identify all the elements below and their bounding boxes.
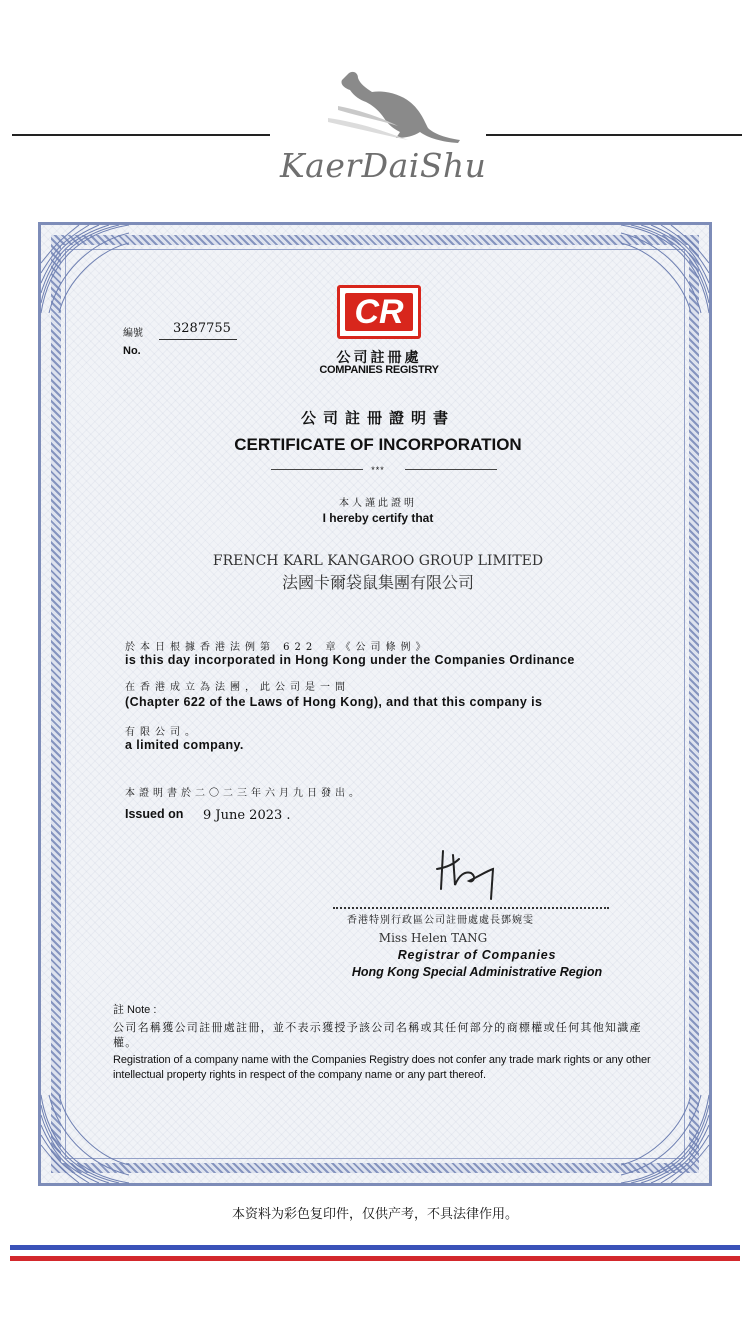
companies-registry-logo (337, 285, 421, 339)
header-rule-left (12, 134, 270, 136)
kangaroo-icon (308, 66, 468, 146)
note-text-zh: 公司名稱獲公司註冊處註冊，並不表示獲授予該公司名稱或其任何部分的商標權或任何其他知識產權。 (113, 1021, 642, 1049)
corner-ornament-icon (619, 223, 711, 315)
brand-wordmark: KaerDaiShu (280, 146, 487, 185)
registry-name-zh: 公司註冊處 (336, 349, 422, 365)
note-label: 註 Note : (113, 1004, 157, 1016)
body-line-2-en: (Chapter 622 of the Laws of Hong Kong), and that this company is (125, 695, 543, 709)
number-underline (159, 339, 237, 340)
body-line-2-zh: 在香港成立為法團，此公司是一間 (125, 682, 350, 693)
body-line-1-zh: 於本日根據香港法例第 622 章《公司條例》 (125, 642, 431, 653)
company-name-zh: 法國卡爾袋鼠集團有限公司 (281, 573, 474, 592)
certify-text-zh: 本人謹此證明 (339, 498, 417, 509)
certify-text-en: I hereby certify that (322, 511, 434, 525)
issued-label: Issued on (125, 807, 184, 821)
body-line-3-zh: 有限公司。 (125, 727, 200, 738)
registrar-title-en: Registrar of Companies (397, 948, 557, 962)
title-divider-stars: *** (371, 465, 385, 475)
registrar-title-zh: 香港特別行政區公司註冊處處長鄧婉雯 (347, 915, 534, 926)
footer-stripe-blue (10, 1245, 740, 1250)
body-line-1-en: is this day incorporated in Hong Kong under the Companies Ordinance (125, 653, 575, 667)
signature-line (333, 907, 609, 909)
number-label-en: No. (123, 345, 141, 357)
number-label-zh: 編號 (123, 328, 143, 339)
registry-name-en: COMPANIES REGISTRY (319, 364, 439, 376)
registrar-region: Hong Kong Special Administrative Region (351, 965, 603, 979)
corner-ornament-icon (39, 1093, 131, 1185)
corner-ornament-icon (619, 1093, 711, 1185)
issued-date: 9 June 2023 . (203, 808, 291, 823)
registrar-signature (429, 845, 509, 905)
header-rule-right (486, 134, 742, 136)
footer-stripe-red (10, 1256, 740, 1261)
certificate-number: 3287755 (173, 321, 231, 336)
corner-ornament-icon (39, 223, 131, 315)
copy-disclaimer: 本资料为彩色复印件，仅供产考，不具法律作用。 (231, 1206, 518, 1221)
certificate-title-en: CERTIFICATE OF INCORPORATION (234, 435, 522, 454)
registrar-name: Miss Helen TANG (378, 931, 488, 945)
registry-logo-letters: CR (345, 293, 413, 331)
certificate-title-zh: 公司註冊證明書 (300, 410, 455, 427)
certificate-of-incorporation (38, 222, 712, 1186)
brand-logo (280, 66, 487, 186)
note-text-en: Registration of a company name with the Companies Registry does not confer any trade mark rights or any other intellectual property rights in respect of the company name or any part thereof. (113, 1054, 651, 1081)
company-name-en: FRENCH KARL KANGAROO GROUP LIMITED (212, 553, 544, 569)
issued-text-zh: 本證明書於二〇二三年六月九日發出。 (125, 788, 363, 799)
body-line-3-en: a limited company. (125, 738, 244, 752)
